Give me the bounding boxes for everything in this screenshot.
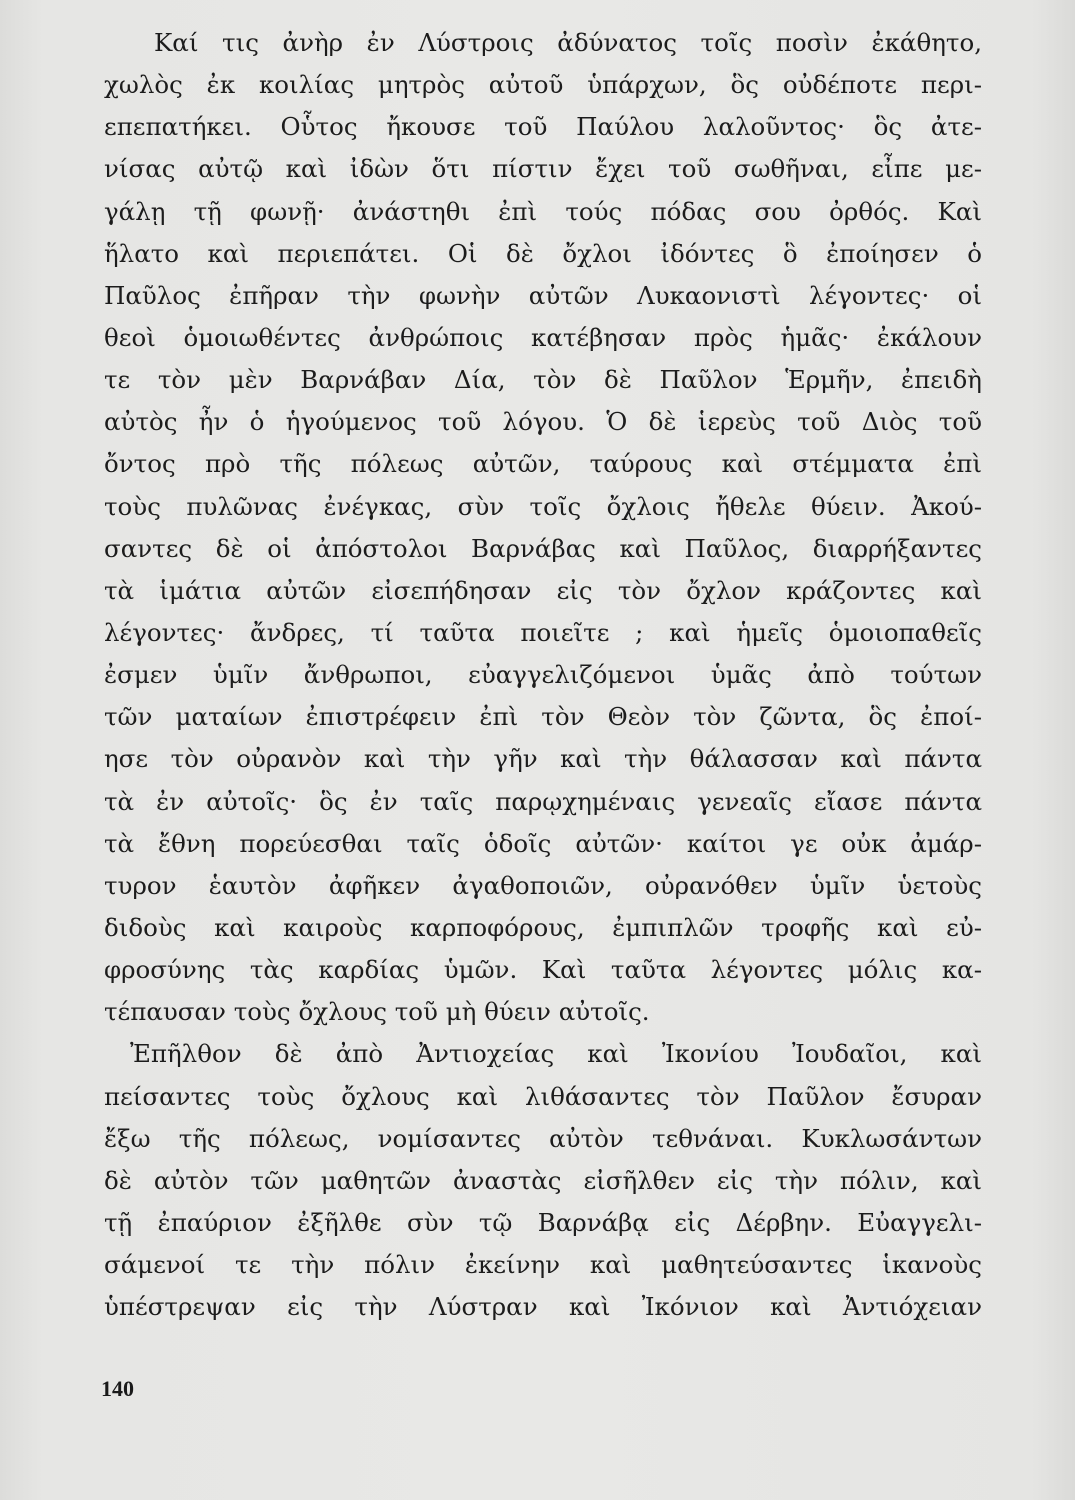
text-line: νίσας αὐτῷ καὶ ἰδὼν ὅτι πίστιν ἔχει τοῦ σωθῆναι, εἶπε με-: [104, 154, 982, 184]
paragraph-2: [104, 1033, 982, 1328]
body-text: [104, 22, 982, 1328]
text-line: τὰ ἱμάτια αὐτῶν εἰσεπήδησαν εἰς τὸν ὄχλον κράζοντες καὶ: [104, 575, 982, 605]
text-line: τῇ ἐπαύριον ἐξῆλθε σὺν τῷ Βαρνάβᾳ εἰς Δέρβην. Εὐαγγελι-: [104, 1207, 982, 1237]
text-line: ἐσμεν ὑμῖν ἄνθρωποι, εὐαγγελιζόμενοι ὑμᾶς ἀπὸ τούτων: [104, 660, 982, 690]
text-line: ὄντος πρὸ τῆς πόλεως αὐτῶν, ταύρους καὶ στέμματα ἐπὶ: [104, 449, 982, 479]
text-line: ὑπέστρεψαν εἰς τὴν Λύστραν καὶ Ἰκόνιον καὶ Ἀντιόχειαν: [104, 1292, 982, 1322]
text-line: θεοὶ ὁμοιωθέντες ἀνθρώποις κατέβησαν πρὸς ἡμᾶς· ἐκάλουν: [104, 322, 982, 352]
paragraph-1: [104, 22, 982, 1033]
text-line: τὰ ἔθνη πορεύεσθαι ταῖς ὁδοῖς αὐτῶν· καίτοι γε οὐκ ἀμάρ-: [104, 828, 982, 858]
text-line: ἔξω τῆς πόλεως, νομίσαντες αὐτὸν τεθνάναι. Κυκλωσάντων: [104, 1123, 982, 1153]
text-line: επεπατήκει. Οὗτος ἤκουσε τοῦ Παύλου λαλοῦντος· ὃς ἀτε-: [104, 112, 982, 142]
text-line: τυρον ἑαυτὸν ἀφῆκεν ἀγαθοποιῶν, οὐρανόθεν ὑμῖν ὑετοὺς: [104, 870, 982, 900]
text-line: λέγοντες· ἄνδρες, τί ταῦτα ποιεῖτε ; καὶ ἡμεῖς ὁμοιοπαθεῖς: [104, 617, 982, 647]
text-line: ἥλατο καὶ περιεπάτει. Οἱ δὲ ὄχλοι ἰδόντες ὃ ἐποίησεν ὁ: [104, 238, 982, 268]
text-line: ησε τὸν οὐρανὸν καὶ τὴν γῆν καὶ τὴν θάλασσαν καὶ πάντα: [104, 744, 982, 774]
text-line: σάμενοί τε τὴν πόλιν ἐκείνην καὶ μαθητεύσαντες ἱκανοὺς: [104, 1250, 982, 1280]
text-line: σαντες δὲ οἱ ἀπόστολοι Βαρνάβας καὶ Παῦλος, διαρρήξαντες: [104, 533, 982, 563]
text-line: διδοὺς καὶ καιροὺς καρποφόρους, ἐμπιπλῶν τροφῆς καὶ εὐ-: [104, 912, 982, 942]
text-line: τέπαυσαν τοὺς ὄχλους τοῦ μὴ θύειν αὐτοῖς.: [104, 997, 650, 1027]
text-line: δὲ αὐτὸν τῶν μαθητῶν ἀναστὰς εἰσῆλθεν εἰς τὴν πόλιν, καὶ: [104, 1165, 982, 1195]
text-line: φροσύνης τὰς καρδίας ὑμῶν. Καὶ ταῦτα λέγοντες μόλις κα-: [104, 955, 982, 985]
text-line: τε τὸν μὲν Βαρνάβαν Δία, τὸν δὲ Παῦλον Ἑρμῆν, ἐπειδὴ: [104, 365, 982, 395]
text-line: Παῦλος ἐπῆραν τὴν φωνὴν αὐτῶν Λυκαονιστὶ λέγοντες· οἱ: [104, 280, 982, 310]
page-number: 140: [101, 1376, 134, 1401]
text-line: αὐτὸς ἦν ὁ ἡγούμενος τοῦ λόγου. Ὁ δὲ ἱερεὺς τοῦ Διὸς τοῦ: [104, 407, 982, 437]
text-line: γάλῃ τῇ φωνῇ· ἀνάστηθι ἐπὶ τούς πόδας σου ὀρθός. Καὶ: [104, 196, 982, 226]
text-line: τὰ ἐν αὐτοῖς· ὃς ἐν ταῖς παρῳχημέναις γενεαῖς εἴασε πάντα: [104, 786, 982, 816]
text-line: χωλὸς ἐκ κοιλίας μητρὸς αὐτοῦ ὑπάρχων, ὃς οὐδέποτε περι-: [104, 70, 982, 100]
text-line: Ἐπῆλθον δὲ ἀπὸ Ἀντιοχείας καὶ Ἰκονίου Ἰουδαῖοι, καὶ: [130, 1039, 982, 1069]
text-line: πείσαντες τοὺς ὄχλους καὶ λιθάσαντες τὸν Παῦλον ἔσυραν: [104, 1081, 982, 1111]
text-line: Καί τις ἀνὴρ ἐν Λύστροις ἀδύνατος τοῖς ποσὶν ἐκάθητο,: [154, 28, 982, 57]
text-line: τοὺς πυλῶνας ἐνέγκας, σὺν τοῖς ὄχλοις ἤθελε θύειν. Ἀκού-: [104, 491, 982, 521]
text-line: τῶν ματαίων ἐπιστρέφειν ἐπὶ τὸν Θεὸν τὸν ζῶντα, ὃς ἐποί-: [104, 702, 982, 732]
